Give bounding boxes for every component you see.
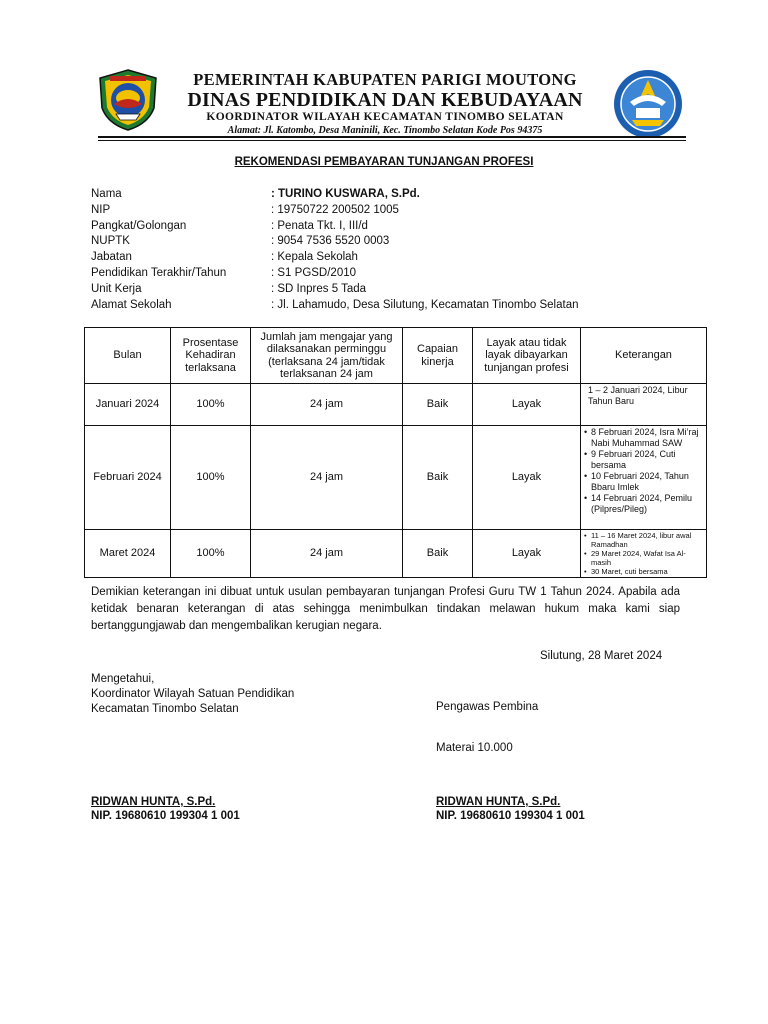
identity-label: NIP <box>91 203 111 216</box>
letterhead-address: Alamat: Jl. Katombo, Desa Manini​li, Kec. Tinombo Selatan Kode Pos 94375 <box>227 125 543 136</box>
letterhead-rule-thin <box>98 140 686 141</box>
identity-row <box>91 250 579 266</box>
identity-row <box>91 234 579 250</box>
identity-row <box>91 298 579 314</box>
table-row <box>85 384 707 426</box>
header-layak: Layak atau tidak layak dibayarkan tunjangan profesi <box>473 328 581 384</box>
signer-left-nip: NIP. 19680610 199304 1 001 <box>91 810 240 822</box>
letterhead-government: PEMERINTAH KABUPATEN PARIGI MOUTONG <box>193 70 577 89</box>
document-title: REKOMENDASI PEMBAYARAN TUNJANGAN PROFESI <box>234 156 534 168</box>
identity-value: : 19750722 200502 1005 <box>271 203 399 216</box>
letterhead-rule-thick <box>98 136 686 138</box>
header-jam: Jumlah jam mengajar yang dilaksanakan perminggu (terlaksana 24 jam/tidak terlaksanan 24 jam <box>251 328 403 384</box>
identity-value: : Penata Tkt. I, III/d <box>271 219 368 232</box>
cell-jam: 24 jam <box>251 426 403 530</box>
supervisor-title: Pengawas Pembina <box>436 701 539 713</box>
coordinator-subdistrict: Kecamatan Tinombo Selatan <box>91 703 239 715</box>
identity-value: : Kepala Sekolah <box>271 251 358 264</box>
place-date: Silutung, 28 Maret 2024 <box>540 650 663 662</box>
letterhead-agency: DINAS PENDIDIKAN DAN KEBUDAYAAN <box>187 89 583 111</box>
identity-value: : 9054 7536 5520 0003 <box>271 235 390 248</box>
table-row <box>85 530 707 578</box>
header-bulan: Bulan <box>85 328 171 384</box>
identity-row <box>91 219 579 235</box>
attendance-table <box>84 327 707 578</box>
cell-capaian: Baik <box>403 384 473 426</box>
signer-right-nip: NIP. 19680610 199304 1 001 <box>436 810 585 822</box>
identity-value: : TURINO KUSWARA, S.Pd. <box>271 188 420 200</box>
cell-layak: Layak <box>473 384 581 426</box>
cell-capaian: Baik <box>403 530 473 578</box>
identity-label: Jabatan <box>91 251 132 264</box>
cell-keterangan <box>581 530 707 578</box>
table-header-row <box>85 328 707 384</box>
identity-block <box>91 187 579 313</box>
identity-label: Pangkat/Golongan <box>91 219 187 232</box>
letterhead <box>165 70 605 137</box>
header-capaian: Capaian kinerja <box>403 328 473 384</box>
header-prosentase: Prosentase Kehadiran terlaksana <box>171 328 251 384</box>
identity-label: Nama <box>91 188 122 200</box>
identity-label: Pendidikan Terakhir/Tahun <box>91 266 227 279</box>
cell-bulan: Februari 2024 <box>85 426 171 530</box>
keterangan-item: • 30 Maret, cuti bersama <box>584 567 703 576</box>
identity-value: : Jl. Lahamudo, Desa Silutung, Kecamatan Tinombo Selatan <box>271 298 579 311</box>
coordinator-title: Koordinator Wilayah Satuan Pendidikan <box>91 688 295 700</box>
identity-row <box>91 266 579 282</box>
keterangan-item: • 11 – 16 Maret 2024, libur awal Ramadhan <box>584 531 703 549</box>
cell-keterangan <box>581 384 707 426</box>
identity-label: Unit Kerja <box>91 282 142 295</box>
table-row <box>85 426 707 530</box>
cell-prosentase: 100% <box>171 530 251 578</box>
cell-capaian: Baik <box>403 426 473 530</box>
keterangan-list <box>584 531 703 576</box>
keterangan-list <box>584 427 703 515</box>
cell-bulan: Januari 2024 <box>85 384 171 426</box>
acknowledged-label: Mengetahui, <box>91 673 155 685</box>
identity-row <box>91 282 579 298</box>
cell-keterangan <box>581 426 707 530</box>
keterangan-item: • 10 Februari 2024, Tahun Bbaru Imlek <box>584 471 703 493</box>
signer-right-name: RIDWAN HUNTA, S.Pd. <box>436 796 561 808</box>
tut-wuri-handayani-logo <box>612 68 684 140</box>
cell-prosentase: 100% <box>171 426 251 530</box>
identity-label: Alamat Sekolah <box>91 298 172 311</box>
keterangan-item: • 9 Februari 2024, Cuti bersama <box>584 449 703 471</box>
keterangan-item: • 14 Februari 2024, Pemilu (Pilpres/Pileg) <box>584 493 703 515</box>
signer-left-name: RIDWAN HUNTA, S.Pd. <box>91 796 216 808</box>
cell-layak: Layak <box>473 530 581 578</box>
identity-value: : S1 PGSD/2010 <box>271 266 357 279</box>
identity-label: NUPTK <box>91 235 130 248</box>
keterangan-item: • 8 Februari 2024, Isra Mi’raj Nabi Muhammad SAW <box>584 427 703 449</box>
keterangan-item: • 29 Maret 2024, Wafat Isa Al-masih <box>584 549 703 567</box>
keterangan-item: 1 – 2 Januari 2024, Libur Tahun Baru <box>588 385 688 406</box>
identity-value: : SD Inpres 5 Tada <box>271 282 367 295</box>
cell-bulan: Maret 2024 <box>85 530 171 578</box>
closing-paragraph: Demikian keterangan ini dibuat untuk usulan pembayaran tunjangan Profesi Guru TW 1 Tahun 2024. Apabila ada ketidak benaran keterangan di atas sehingga menimbulkan tindakan melawan hukum maka kami siap bertanggungjawab dan mengembalikan kerugian negara. <box>91 586 680 632</box>
regency-emblem-logo <box>96 68 160 132</box>
signature-left-block <box>91 672 294 717</box>
cell-prosentase: 100% <box>171 384 251 426</box>
cell-layak: Layak <box>473 426 581 530</box>
identity-row <box>91 187 579 203</box>
letterhead-coordinator: KOORDINATOR WILAYAH KECAMATAN TINOMBO SELATAN <box>206 111 564 123</box>
cell-jam: 24 jam <box>251 530 403 578</box>
identity-row <box>91 203 579 219</box>
stamp-duty-note: Materai 10.000 <box>436 742 513 754</box>
cell-jam: 24 jam <box>251 384 403 426</box>
header-keterangan: Keterangan <box>581 328 707 384</box>
